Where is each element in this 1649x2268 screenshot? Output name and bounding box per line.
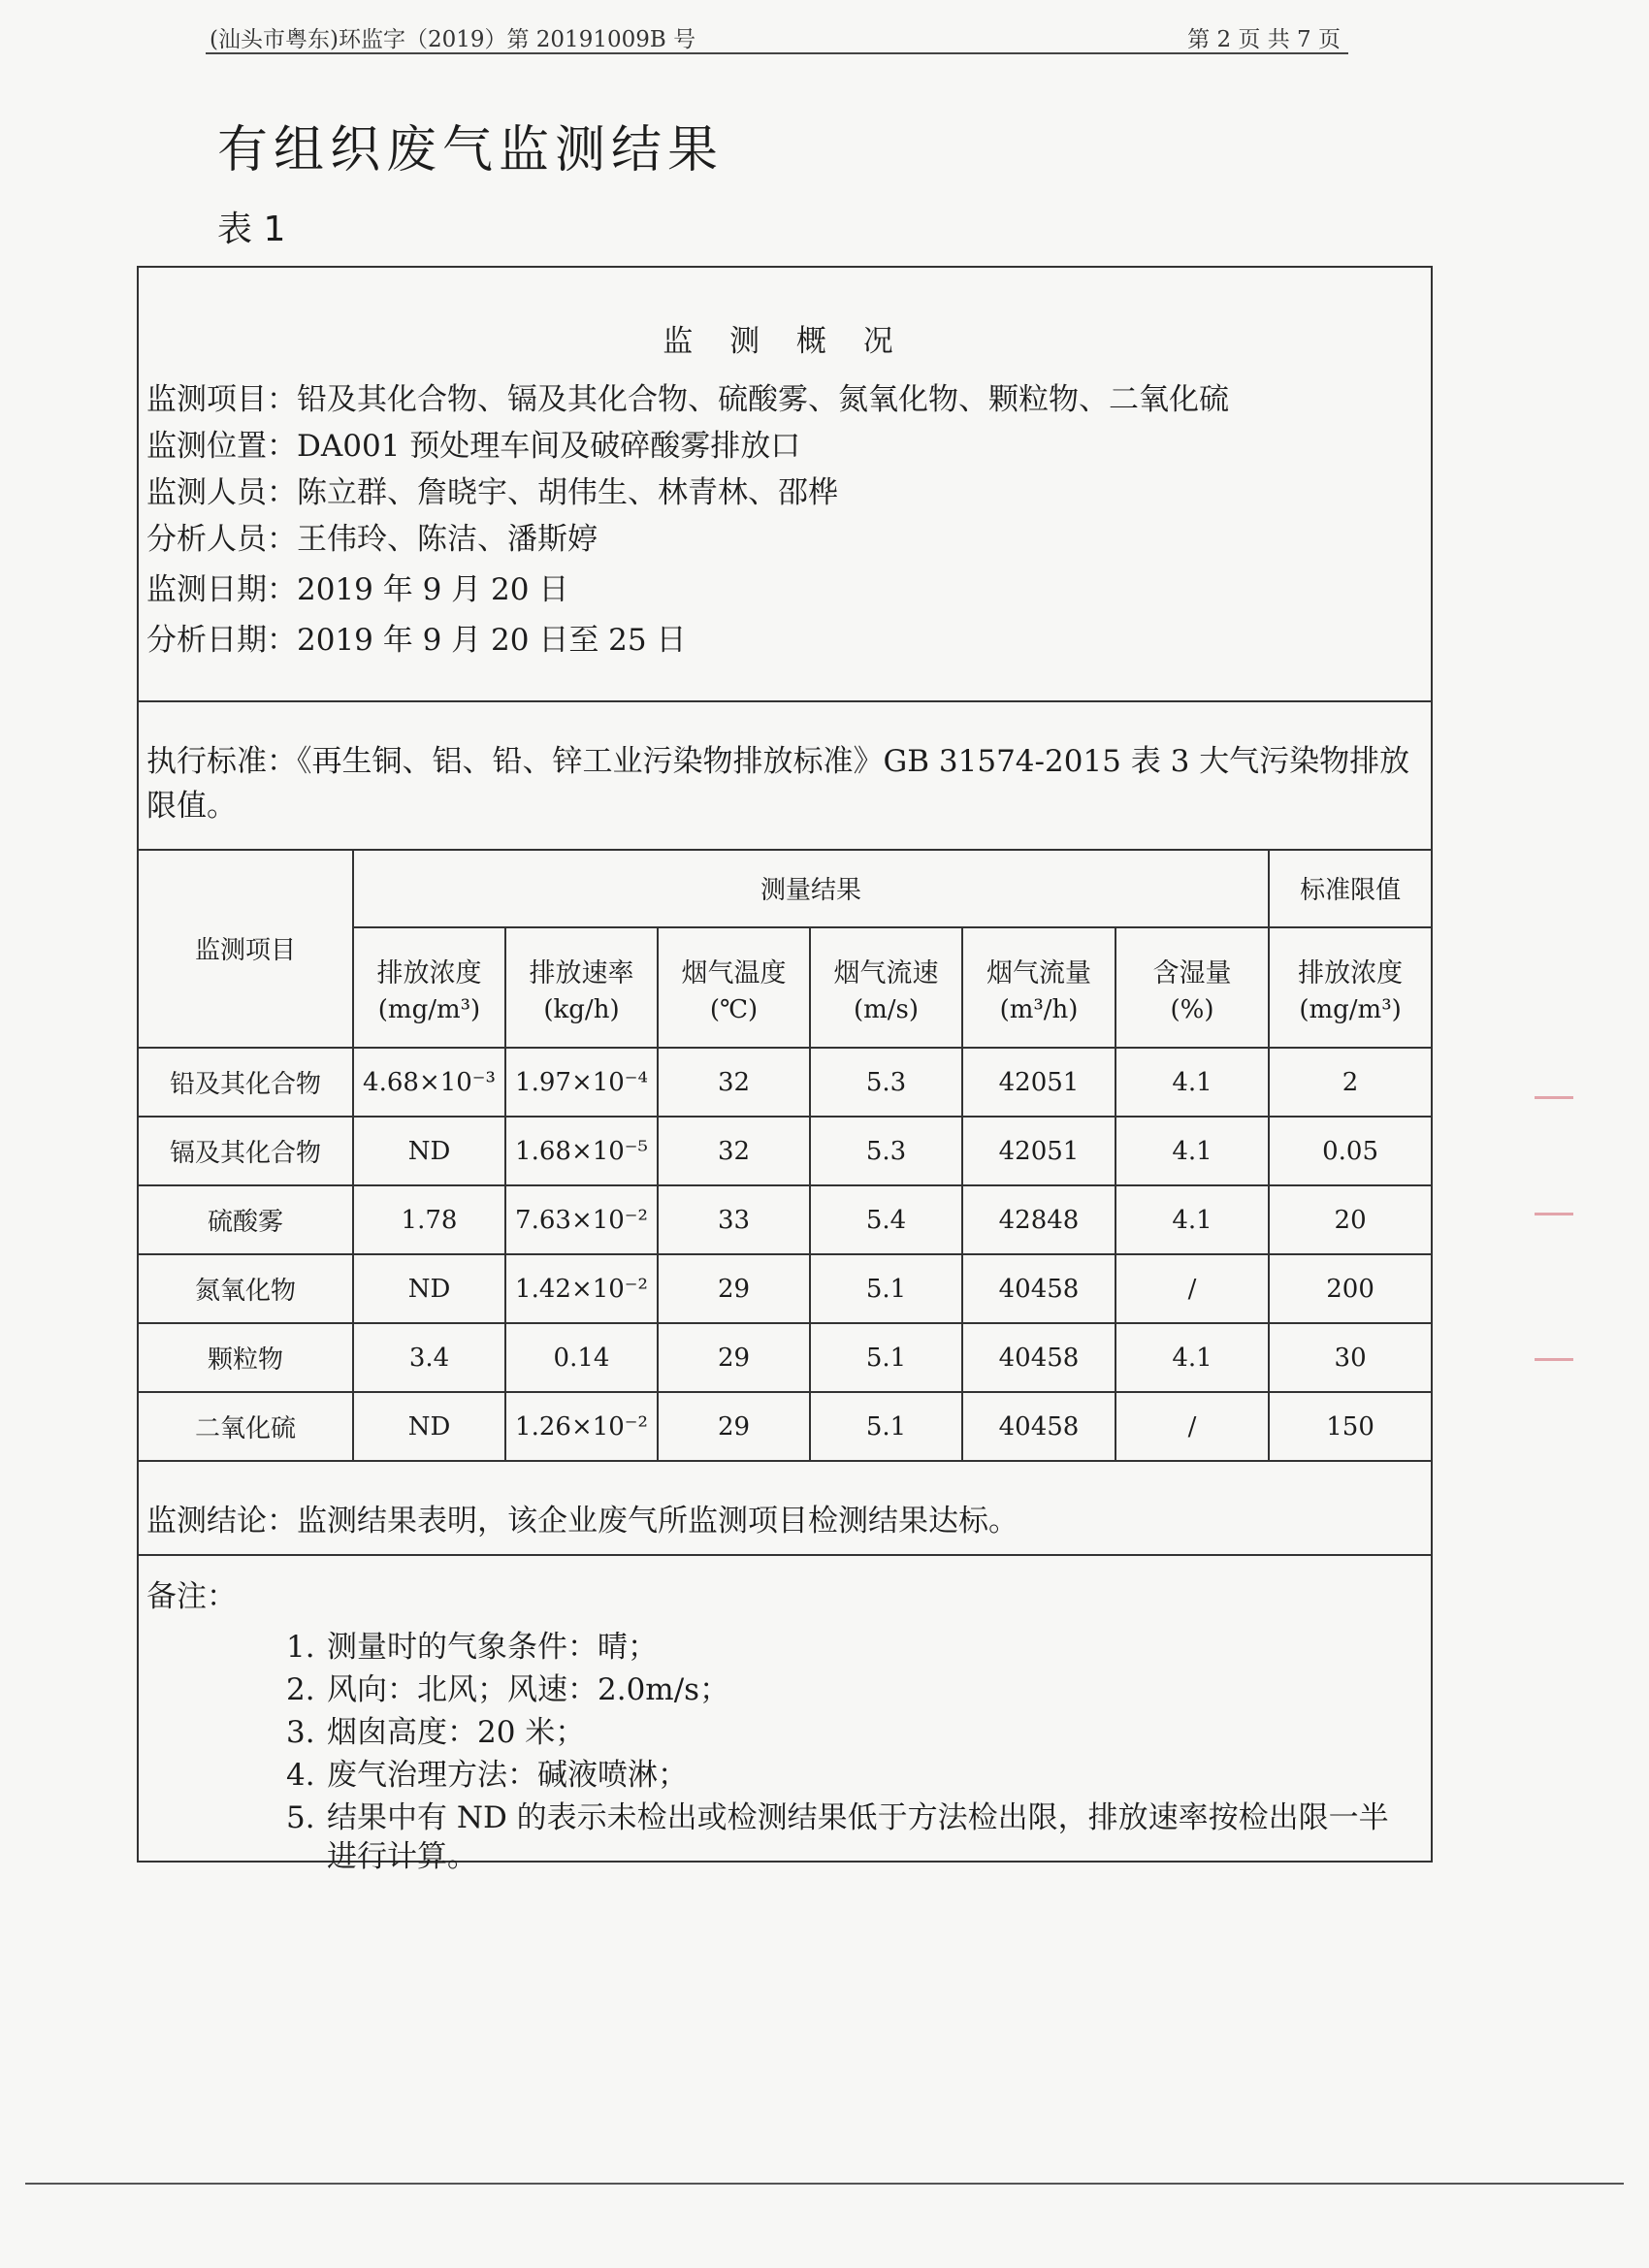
cell-velocity: 5.1 (810, 1392, 962, 1461)
conclusion-section (139, 1461, 1431, 1556)
cell-item: 硫酸雾 (139, 1185, 353, 1254)
header-doc-number: (汕头市粤东)环监字（2019）第 20191009B 号 (210, 27, 696, 52)
cell-temp: 29 (658, 1392, 810, 1461)
header-rule (206, 52, 1348, 54)
col-header-limit-conc: 排放浓度 (mg/m³) (1269, 927, 1431, 1048)
cell-limit: 0.05 (1269, 1117, 1431, 1185)
cell-item: 氮氧化物 (139, 1254, 353, 1323)
report-frame (137, 266, 1433, 1874)
header-measured-results: 测量结果 (353, 849, 1269, 927)
results-table (139, 849, 1431, 1462)
notes-title: 备注： (146, 1579, 237, 1614)
info-analysis-staff: 分析人员：王伟玲、陈洁、潘斯婷 (146, 522, 598, 557)
header-monitoring-item: 监测项目 (139, 849, 353, 1048)
cell-velocity: 5.3 (810, 1048, 962, 1117)
info-analysis-date: 分析日期：2019 年 9 月 20 日至 25 日 (146, 623, 687, 658)
cell-temp: 32 (658, 1048, 810, 1117)
header-page-info: 第 2 页 共 7 页 (1187, 27, 1341, 52)
cell-moisture: 4.1 (1116, 1323, 1269, 1392)
info-monitoring-date: 监测日期：2019 年 9 月 20 日 (146, 572, 569, 607)
cell-limit: 30 (1269, 1323, 1431, 1392)
cell-moisture: 4.1 (1116, 1117, 1269, 1185)
note-item: 4. 废气治理方法：碱液喷淋； (286, 1758, 688, 1793)
notes-section (139, 1554, 1431, 1874)
cell-moisture: 4.1 (1116, 1185, 1269, 1254)
cell-flow: 40458 (962, 1323, 1116, 1392)
col-header-moisture: 含湿量 (%) (1116, 927, 1269, 1048)
cell-rate: 7.63×10⁻² (505, 1185, 658, 1254)
cell-conc: ND (353, 1117, 505, 1185)
table-label: 表 1 (217, 210, 286, 249)
cell-temp: 29 (658, 1254, 810, 1323)
cell-limit: 200 (1269, 1254, 1431, 1323)
cell-conc: ND (353, 1254, 505, 1323)
cell-temp: 32 (658, 1117, 810, 1185)
cell-temp: 29 (658, 1323, 810, 1392)
cell-limit: 2 (1269, 1048, 1431, 1117)
cell-conc: 3.4 (353, 1323, 505, 1392)
cell-rate: 1.42×10⁻² (505, 1254, 658, 1323)
conclusion-text: 监测结论：监测结果表明，该企业废气所监测项目检测结果达标。 (146, 1504, 1018, 1539)
cell-item: 镉及其化合物 (139, 1117, 353, 1185)
col-header-emission-conc: 排放浓度 (mg/m³) (353, 927, 505, 1048)
table-row (139, 1117, 1431, 1185)
table-row (139, 1185, 1431, 1254)
seal-mark (1535, 1213, 1573, 1215)
note-item: 2. 风向：北风；风速：2.0m/s； (286, 1672, 730, 1707)
cell-flow: 42051 (962, 1048, 1116, 1117)
table-row (139, 1392, 1431, 1461)
cell-rate: 0.14 (505, 1323, 658, 1392)
cell-conc: ND (353, 1392, 505, 1461)
cell-rate: 1.26×10⁻² (505, 1392, 658, 1461)
cell-item: 铅及其化合物 (139, 1048, 353, 1117)
cell-flow: 40458 (962, 1392, 1116, 1461)
cell-temp: 33 (658, 1185, 810, 1254)
overview-section (139, 268, 1431, 702)
bottom-rule (25, 2183, 1624, 2185)
cell-velocity: 5.1 (810, 1254, 962, 1323)
cell-rate: 1.97×10⁻⁴ (505, 1048, 658, 1117)
note-item: 1. 测量时的气象条件：晴； (286, 1630, 658, 1665)
cell-flow: 42051 (962, 1117, 1116, 1185)
info-monitoring-items: 监测项目：铅及其化合物、镉及其化合物、硫酸雾、氮氧化物、颗粒物、二氧化硫 (146, 382, 1229, 417)
seal-mark (1535, 1358, 1573, 1361)
cell-conc: 1.78 (353, 1185, 505, 1254)
cell-moisture: 4.1 (1116, 1048, 1269, 1117)
page-title: 有组织废气监测结果 (217, 121, 725, 179)
cell-item: 颗粒物 (139, 1323, 353, 1392)
cell-limit: 20 (1269, 1185, 1431, 1254)
note-item: 3. 烟囱高度：20 米； (286, 1715, 586, 1750)
cell-moisture: / (1116, 1254, 1269, 1323)
overview-title: 监 测 概 况 (663, 324, 907, 359)
cell-velocity: 5.3 (810, 1117, 962, 1185)
cell-item: 二氧化硫 (139, 1392, 353, 1461)
col-header-gas-flow: 烟气流量 (m³/h) (962, 927, 1116, 1048)
cell-flow: 42848 (962, 1185, 1116, 1254)
note-item: 5. 结果中有 ND 的表示未检出或检测结果低于方法检出限，排放速率按检出限一半进行计算。 (286, 1800, 1389, 1874)
cell-flow: 40458 (962, 1254, 1116, 1323)
col-header-emission-rate: 排放速率 (kg/h) (505, 927, 658, 1048)
header-standard-limit: 标准限值 (1269, 849, 1431, 927)
cell-velocity: 5.1 (810, 1323, 962, 1392)
info-monitoring-location: 监测位置：DA001 预处理车间及破碎酸雾排放口 (146, 429, 801, 464)
standard-text: 执行标准：《再生铜、铝、铅、锌工业污染物排放标准》GB 31574-2015 表 3 大气污染物排放限值。 (146, 744, 1410, 824)
seal-mark (1535, 1096, 1573, 1099)
cell-limit: 150 (1269, 1392, 1431, 1461)
col-header-gas-velocity: 烟气流速 (m/s) (810, 927, 962, 1048)
cell-velocity: 5.4 (810, 1185, 962, 1254)
table-row (139, 1323, 1431, 1392)
info-monitoring-staff: 监测人员：陈立群、詹晓宇、胡伟生、林青林、邵桦 (146, 475, 838, 510)
table-row (139, 1254, 1431, 1323)
cell-rate: 1.68×10⁻⁵ (505, 1117, 658, 1185)
cell-conc: 4.68×10⁻³ (353, 1048, 505, 1117)
standard-section (139, 700, 1431, 851)
table-row (139, 1048, 1431, 1117)
col-header-gas-temp: 烟气温度 (℃) (658, 927, 810, 1048)
cell-moisture: / (1116, 1392, 1269, 1461)
